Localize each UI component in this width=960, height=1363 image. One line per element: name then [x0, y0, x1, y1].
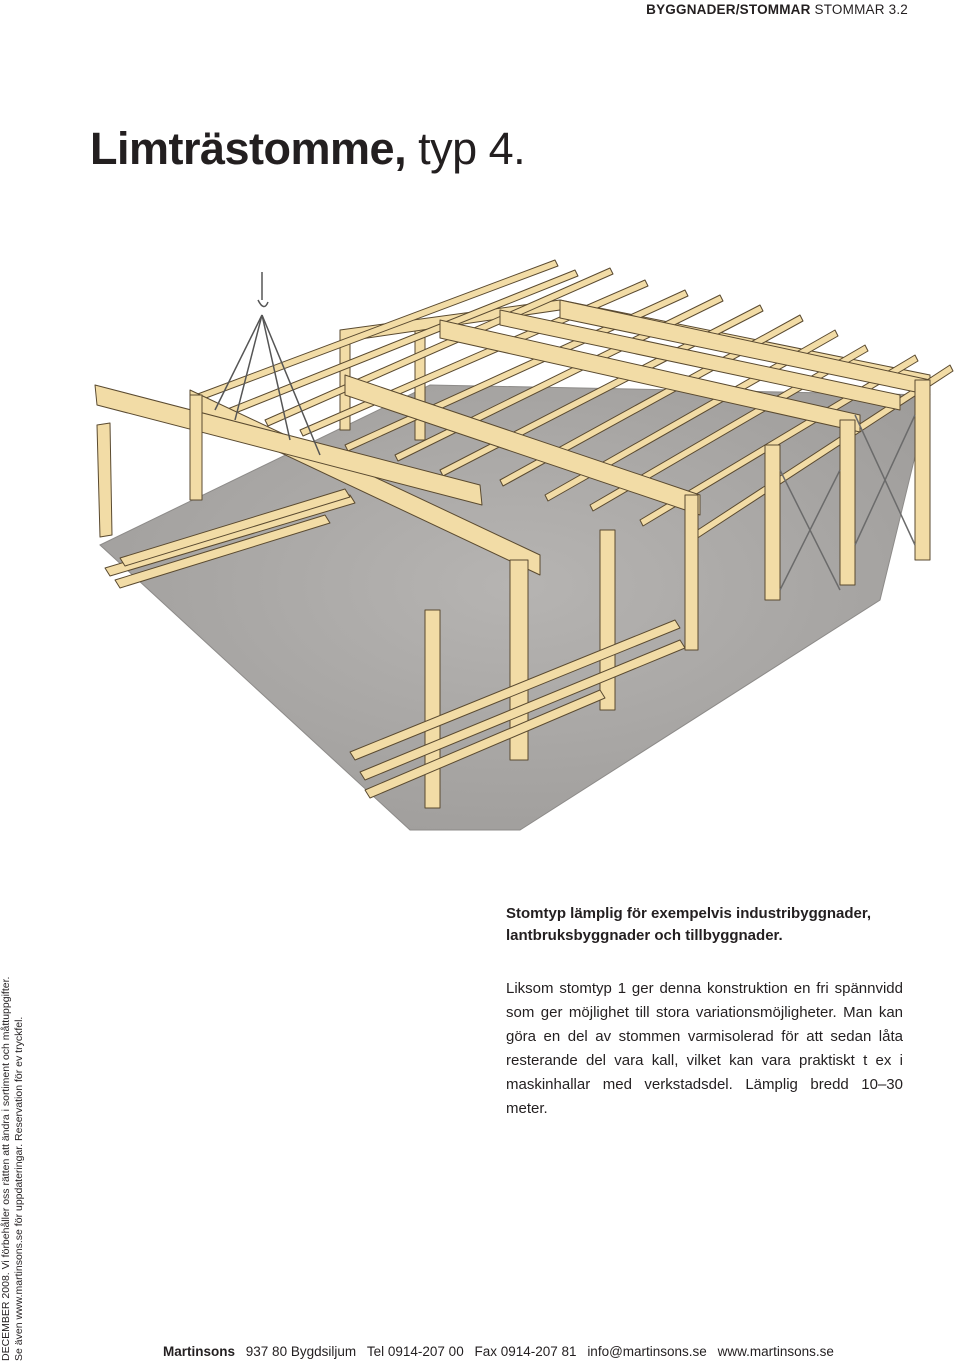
post: [190, 395, 202, 500]
footer-phone: Tel 0914-207 00: [366, 1344, 464, 1359]
post: [600, 530, 615, 710]
post: [425, 610, 440, 808]
footer-website[interactable]: www.martinsons.se: [717, 1344, 834, 1359]
footer-fax: Fax 0914-207 81: [474, 1344, 577, 1359]
page-header: [646, 2, 908, 17]
footer-company: Martinsons: [163, 1344, 236, 1359]
footer-address: 937 80 Bygdsiljum: [245, 1344, 357, 1359]
title-sub: typ 4.: [418, 123, 526, 174]
subtitle: Stomtyp lämplig för exempelvis industribyggnader, lantbruksbyggnader och tillbyggnader.: [506, 905, 872, 944]
frame-illustration: [80, 255, 960, 845]
header-category: BYGGNADER/STOMMAR: [646, 2, 811, 17]
title-main: Limträstomme,: [90, 123, 407, 174]
sidebar-line-2: Se även www.martinsons.se för uppdateringar. Reservation för ev tryckfel.: [13, 1016, 25, 1361]
post: [685, 495, 698, 650]
glulam-frame-illustration-icon: [80, 255, 960, 845]
post: [97, 423, 112, 537]
page-title: [90, 123, 525, 175]
post: [915, 380, 930, 560]
post: [765, 445, 780, 600]
sidebar-line-1: DECEMBER 2008. Vi förbehåller oss rätten att ändra i sortiment och måttuppgifter.: [0, 976, 12, 1361]
footer: [163, 1344, 834, 1359]
footer-email[interactable]: info@martinsons.se: [587, 1344, 707, 1359]
header-section: STOMMAR 3.2: [814, 2, 908, 17]
post: [840, 420, 855, 585]
body-text: Liksom stomtyp 1 ger denna konstruktion en fri spännvidd som ger möjlighet till stora variationsmöjligheter. Man kan göra en del av stommen varmisolerad för att sedan låta resterande del vara kall, vilket kan vara praktiskt t ex i maskinhallar med verkstadsdel. Lämplig bredd 10–30 meter.: [506, 980, 903, 1117]
sidebar-disclaimer: [0, 961, 26, 1361]
